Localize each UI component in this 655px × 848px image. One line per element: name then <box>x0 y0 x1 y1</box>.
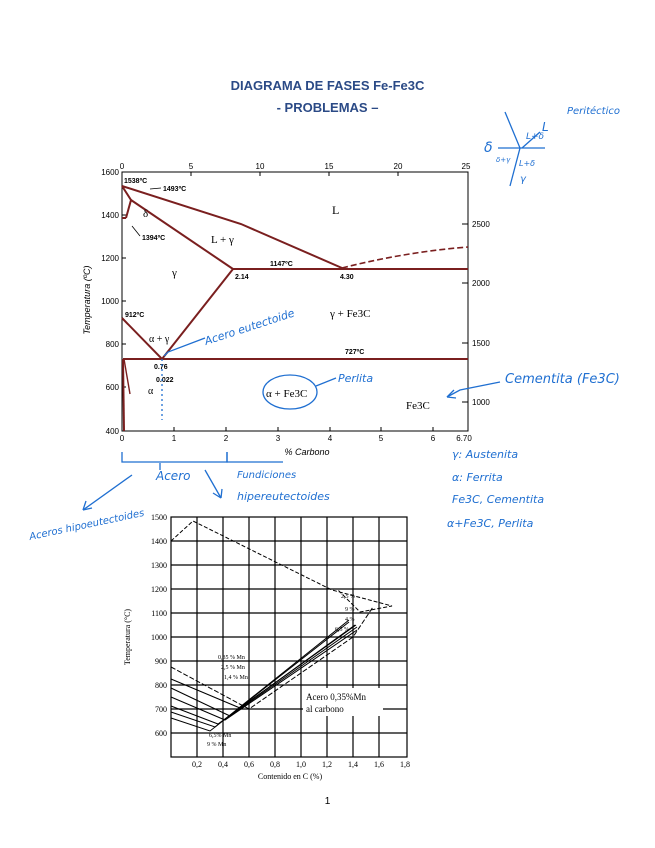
bottom-tick: 0 <box>119 434 125 443</box>
diagram2-grid <box>171 517 407 757</box>
diagram1-right-ticks <box>472 220 490 407</box>
y-tick: 1000 <box>151 633 167 642</box>
y-tick: 1200 <box>151 585 167 594</box>
diagram2-xlabel: Contenido en C (%) <box>257 772 323 781</box>
y-tick: 800 <box>155 681 167 690</box>
box-label-line2: al carbono <box>306 704 344 714</box>
liquidus-extension <box>342 247 468 268</box>
diagram2-labels <box>207 594 355 748</box>
top-tick: 10 <box>255 162 265 171</box>
temp-label: 1147ºC <box>270 261 293 268</box>
legend-cementita: Fe3C, Cementita <box>452 493 545 506</box>
y-tick: 600 <box>155 729 167 738</box>
cementite-arrow <box>447 382 500 397</box>
hypereutectoid-label: hipereutectoides <box>237 490 330 503</box>
peritectic-sketch-line <box>505 112 520 186</box>
top-tick: 0 <box>119 162 125 171</box>
x-tick: 0,2 <box>192 760 202 769</box>
peri-l-delta-2: L+δ <box>519 159 536 168</box>
comp-label: 4.30 <box>340 274 354 281</box>
hyper-arrow <box>205 470 221 498</box>
y-tick: 1400 <box>151 537 167 546</box>
diagram2-x-ticks <box>192 760 410 769</box>
peri-gamma: γ <box>520 174 526 185</box>
x-tick: 0,8 <box>270 760 280 769</box>
bottom-tick: 6.70 <box>456 434 472 443</box>
hypo-arrow <box>83 475 132 510</box>
region-alpha: α <box>148 386 154 397</box>
mn-label-left: 0,35 % Mn <box>218 655 245 661</box>
temp-label: 1493ºC <box>163 186 187 193</box>
right-tick: 1500 <box>472 339 490 348</box>
left-tick: 1000 <box>101 297 119 306</box>
region-alpha-gamma: α + γ <box>149 334 170 345</box>
region-liquid: L <box>332 203 340 217</box>
peri-delta: δ <box>484 140 493 156</box>
x-tick: 1,6 <box>374 760 384 769</box>
comp-label: 0.76 <box>154 364 168 371</box>
fundiciones-label: Fundiciones <box>237 470 297 481</box>
temp-label: 1394ºC <box>142 235 166 242</box>
mn-label-right: 6,5 % <box>335 627 349 633</box>
peri-l: L <box>542 120 549 134</box>
diagram2-y-ticks <box>151 513 167 738</box>
mn-label-left: 1,4 % Mn <box>224 675 248 681</box>
region-fe3c: Fe3C <box>406 400 430 412</box>
temp-label: 912ºC <box>125 312 145 319</box>
x-tick: 1,2 <box>322 760 332 769</box>
peri-l-delta: L+δ <box>526 132 545 142</box>
left-tick: 600 <box>105 383 119 392</box>
y-tick: 900 <box>155 657 167 666</box>
legend-ferrita: α: Ferrita <box>452 471 503 484</box>
liquidus-line <box>122 186 342 268</box>
mn-label-bottom: 6,5% Mn <box>209 733 232 739</box>
cementita-label: Cementita (Fe3C) <box>505 372 620 387</box>
peri-delta-gamma: δ+γ <box>496 156 511 164</box>
comp-label: 0.022 <box>156 377 174 384</box>
left-tick: 1600 <box>101 168 119 177</box>
delta-boundary <box>122 186 131 218</box>
bottom-tick: 2 <box>223 434 229 443</box>
left-tick: 1200 <box>101 254 119 263</box>
legend-austenita: γ: Austenita <box>452 448 519 461</box>
bottom-tick: 4 <box>327 434 333 443</box>
x-tick: 0,6 <box>244 760 254 769</box>
diagram1-top-ticks <box>120 162 471 171</box>
eutectoid-arrow <box>164 338 205 356</box>
mn-label-bottom: 9 % Mn <box>207 742 227 748</box>
mn-effect-diagram <box>123 513 410 781</box>
diagram2-ylabel: Temperatura (°C) <box>123 608 132 666</box>
x-tick: 1,4 <box>348 760 358 769</box>
top-tick: 15 <box>324 162 334 171</box>
right-tick: 2000 <box>472 279 490 288</box>
y-tick: 700 <box>155 705 167 714</box>
alpha-boundary <box>124 359 130 394</box>
mn-label-right: 9 % <box>345 607 355 613</box>
perlita-label: Perlita <box>338 372 374 385</box>
bottom-tick: 5 <box>378 434 384 443</box>
fundicion-bracket <box>227 452 283 462</box>
region-alpha-fe3c: α + Fe3C <box>266 388 308 400</box>
temp-label: 727ºC <box>345 349 365 356</box>
mn-label-left: 2,5 % Mn <box>221 665 245 671</box>
page-title: DIAGRAMA DE FASES Fe-Fe3C <box>230 78 425 93</box>
hypoeutectoid-label: Aceros hipoeutectoides <box>28 507 146 543</box>
box-label-line1: Acero 0,35%Mn <box>306 692 366 702</box>
x-tick: 0,4 <box>218 760 228 769</box>
mn-label-right: 2,5 % <box>341 594 355 600</box>
right-tick: 2500 <box>472 220 490 229</box>
right-tick: 1000 <box>472 398 490 407</box>
bottom-tick: 6 <box>430 434 436 443</box>
diagram1-ylabel: Temperatura (ºC) <box>82 265 92 335</box>
x-tick: 1,0 <box>296 760 306 769</box>
region-gamma: γ <box>172 267 177 279</box>
diagram1-left-ticks <box>101 168 119 436</box>
y-tick: 1500 <box>151 513 167 522</box>
y-tick: 1300 <box>151 561 167 570</box>
acero-label: Acero <box>156 469 191 483</box>
bottom-tick: 3 <box>275 434 281 443</box>
perlita-connector <box>316 378 336 386</box>
diagram1-xlabel: % Carbono <box>284 447 330 457</box>
mn-label-right: 4 % <box>345 617 355 623</box>
diagram1-bottom-ticks <box>120 434 473 443</box>
page-number: 1 <box>324 796 331 807</box>
y-tick: 1100 <box>151 609 167 618</box>
region-gamma-fe3c: γ + Fe3C <box>330 308 371 320</box>
region-liquid-gamma: L + γ <box>211 234 234 246</box>
top-tick: 20 <box>393 162 403 171</box>
acero-bracket <box>122 452 227 462</box>
alpha-solvus <box>123 359 124 431</box>
region-delta: δ <box>143 208 149 220</box>
eutectoid-steel-label: Acero eutectoide <box>202 306 297 348</box>
left-tick: 400 <box>105 427 119 436</box>
left-tick: 1400 <box>101 211 119 220</box>
top-tick: 25 <box>461 162 471 171</box>
diagram1-point-labels <box>124 178 364 384</box>
peritectic-label: Peritéctico <box>567 106 620 117</box>
top-tick: 5 <box>188 162 194 171</box>
x-tick: 1,8 <box>400 760 410 769</box>
bottom-tick: 1 <box>171 434 177 443</box>
comp-label: 2.14 <box>235 274 249 281</box>
temp-label: 1538ºC <box>124 178 148 185</box>
left-tick: 800 <box>105 340 119 349</box>
legend-perlita: α+Fe3C, Perlita <box>447 517 534 530</box>
page-subtitle: - PROBLEMAS – <box>276 100 379 115</box>
